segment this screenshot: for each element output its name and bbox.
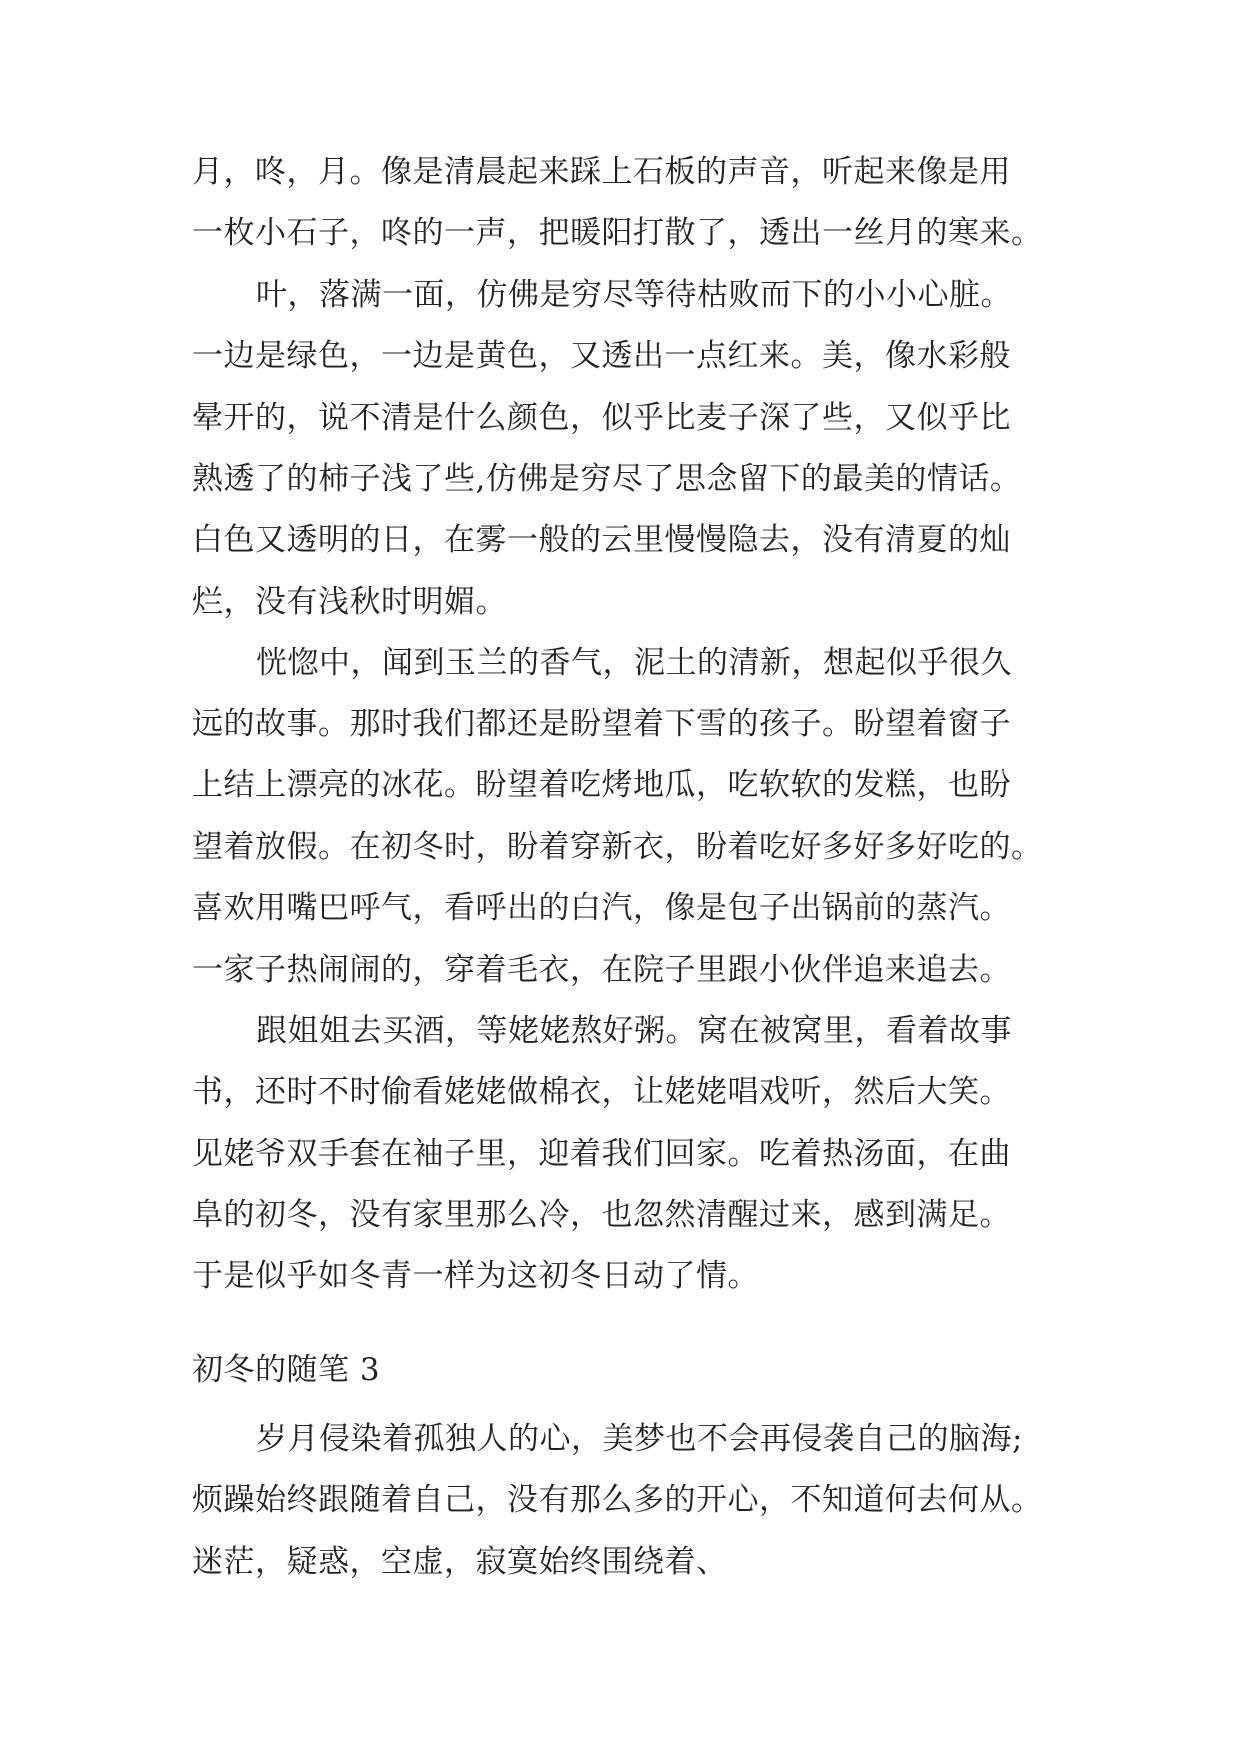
paragraph-line: 岁月侵染着孤独人的心，美梦也不会再侵袭自己的脑海; — [256, 1421, 1023, 1457]
paragraph-line: 于是似乎如冬青一样为这初冬日动了情。 — [192, 1258, 759, 1294]
section-heading: 初冬的随笔 3 — [192, 1352, 381, 1388]
paragraph-line: 月，咚，月。像是清晨起来踩上石板的声音，听起来像是用 — [192, 154, 1011, 190]
paragraph-line: 一家子热闹闹的，穿着毛衣，在院子里跟小伙伴追来追去。 — [192, 952, 1011, 988]
paragraph-line: 跟姐姐去买酒，等姥姥熬好粥。窝在被窝里，看着故事 — [256, 1013, 1012, 1049]
paragraph-line: 白色又透明的日，在雾一般的云里慢慢隐去，没有清夏的灿 — [192, 522, 1011, 558]
paragraph-line: 阜的初冬，没有家里那么冷，也忽然清醒过来，感到满足。 — [192, 1197, 1011, 1233]
paragraph-line: 迷茫，疑惑，空虚，寂寞始终围绕着、 — [192, 1544, 728, 1580]
paragraph-line: 喜欢用嘴巴呼气，看呼出的白汽，像是包子出锅前的蒸汽。 — [192, 890, 1011, 926]
paragraph-line: 叶，落满一面，仿佛是穷尽等待枯败而下的小小心脏。 — [256, 277, 1012, 313]
paragraph-line: 远的故事。那时我们都还是盼望着下雪的孩子。盼望着窗子 — [192, 706, 1011, 742]
paragraph-line: 一边是绿色，一边是黄色，又透出一点红来。美，像水彩般 — [192, 338, 1011, 374]
paragraph-line: 晕开的，说不清是什么颜色，似乎比麦子深了些，又似乎比 — [192, 400, 1011, 436]
paragraph-line: 上结上漂亮的冰花。盼望着吃烤地瓜，吃软软的发糕，也盼 — [192, 767, 1011, 803]
paragraph-line: 见姥爷双手套在袖子里，迎着我们回家。吃着热汤面，在曲 — [192, 1136, 1011, 1172]
paragraph-line: 烦躁始终跟随着自己，没有那么多的开心，不知道何去何从。 — [192, 1482, 1043, 1518]
paragraph-line: 一枚小石子，咚的一声，把暖阳打散了，透出一丝月的寒来。 — [192, 215, 1043, 251]
paragraph-line: 书，还时不时偷看姥姥做棉衣，让姥姥唱戏听，然后大笑。 — [192, 1074, 1011, 1110]
paragraph-line: 熟透了的柿子浅了些,仿佛是穷尽了思念留下的最美的情话。 — [192, 461, 1022, 497]
paragraph-line: 恍惚中，闻到玉兰的香气，泥土的清新，想起似乎很久 — [256, 645, 1012, 681]
paragraph-line: 望着放假。在初冬时，盼着穿新衣，盼着吃好多好多好吃的。 — [192, 829, 1043, 865]
paragraph-line: 烂，没有浅秋时明媚。 — [192, 584, 507, 620]
